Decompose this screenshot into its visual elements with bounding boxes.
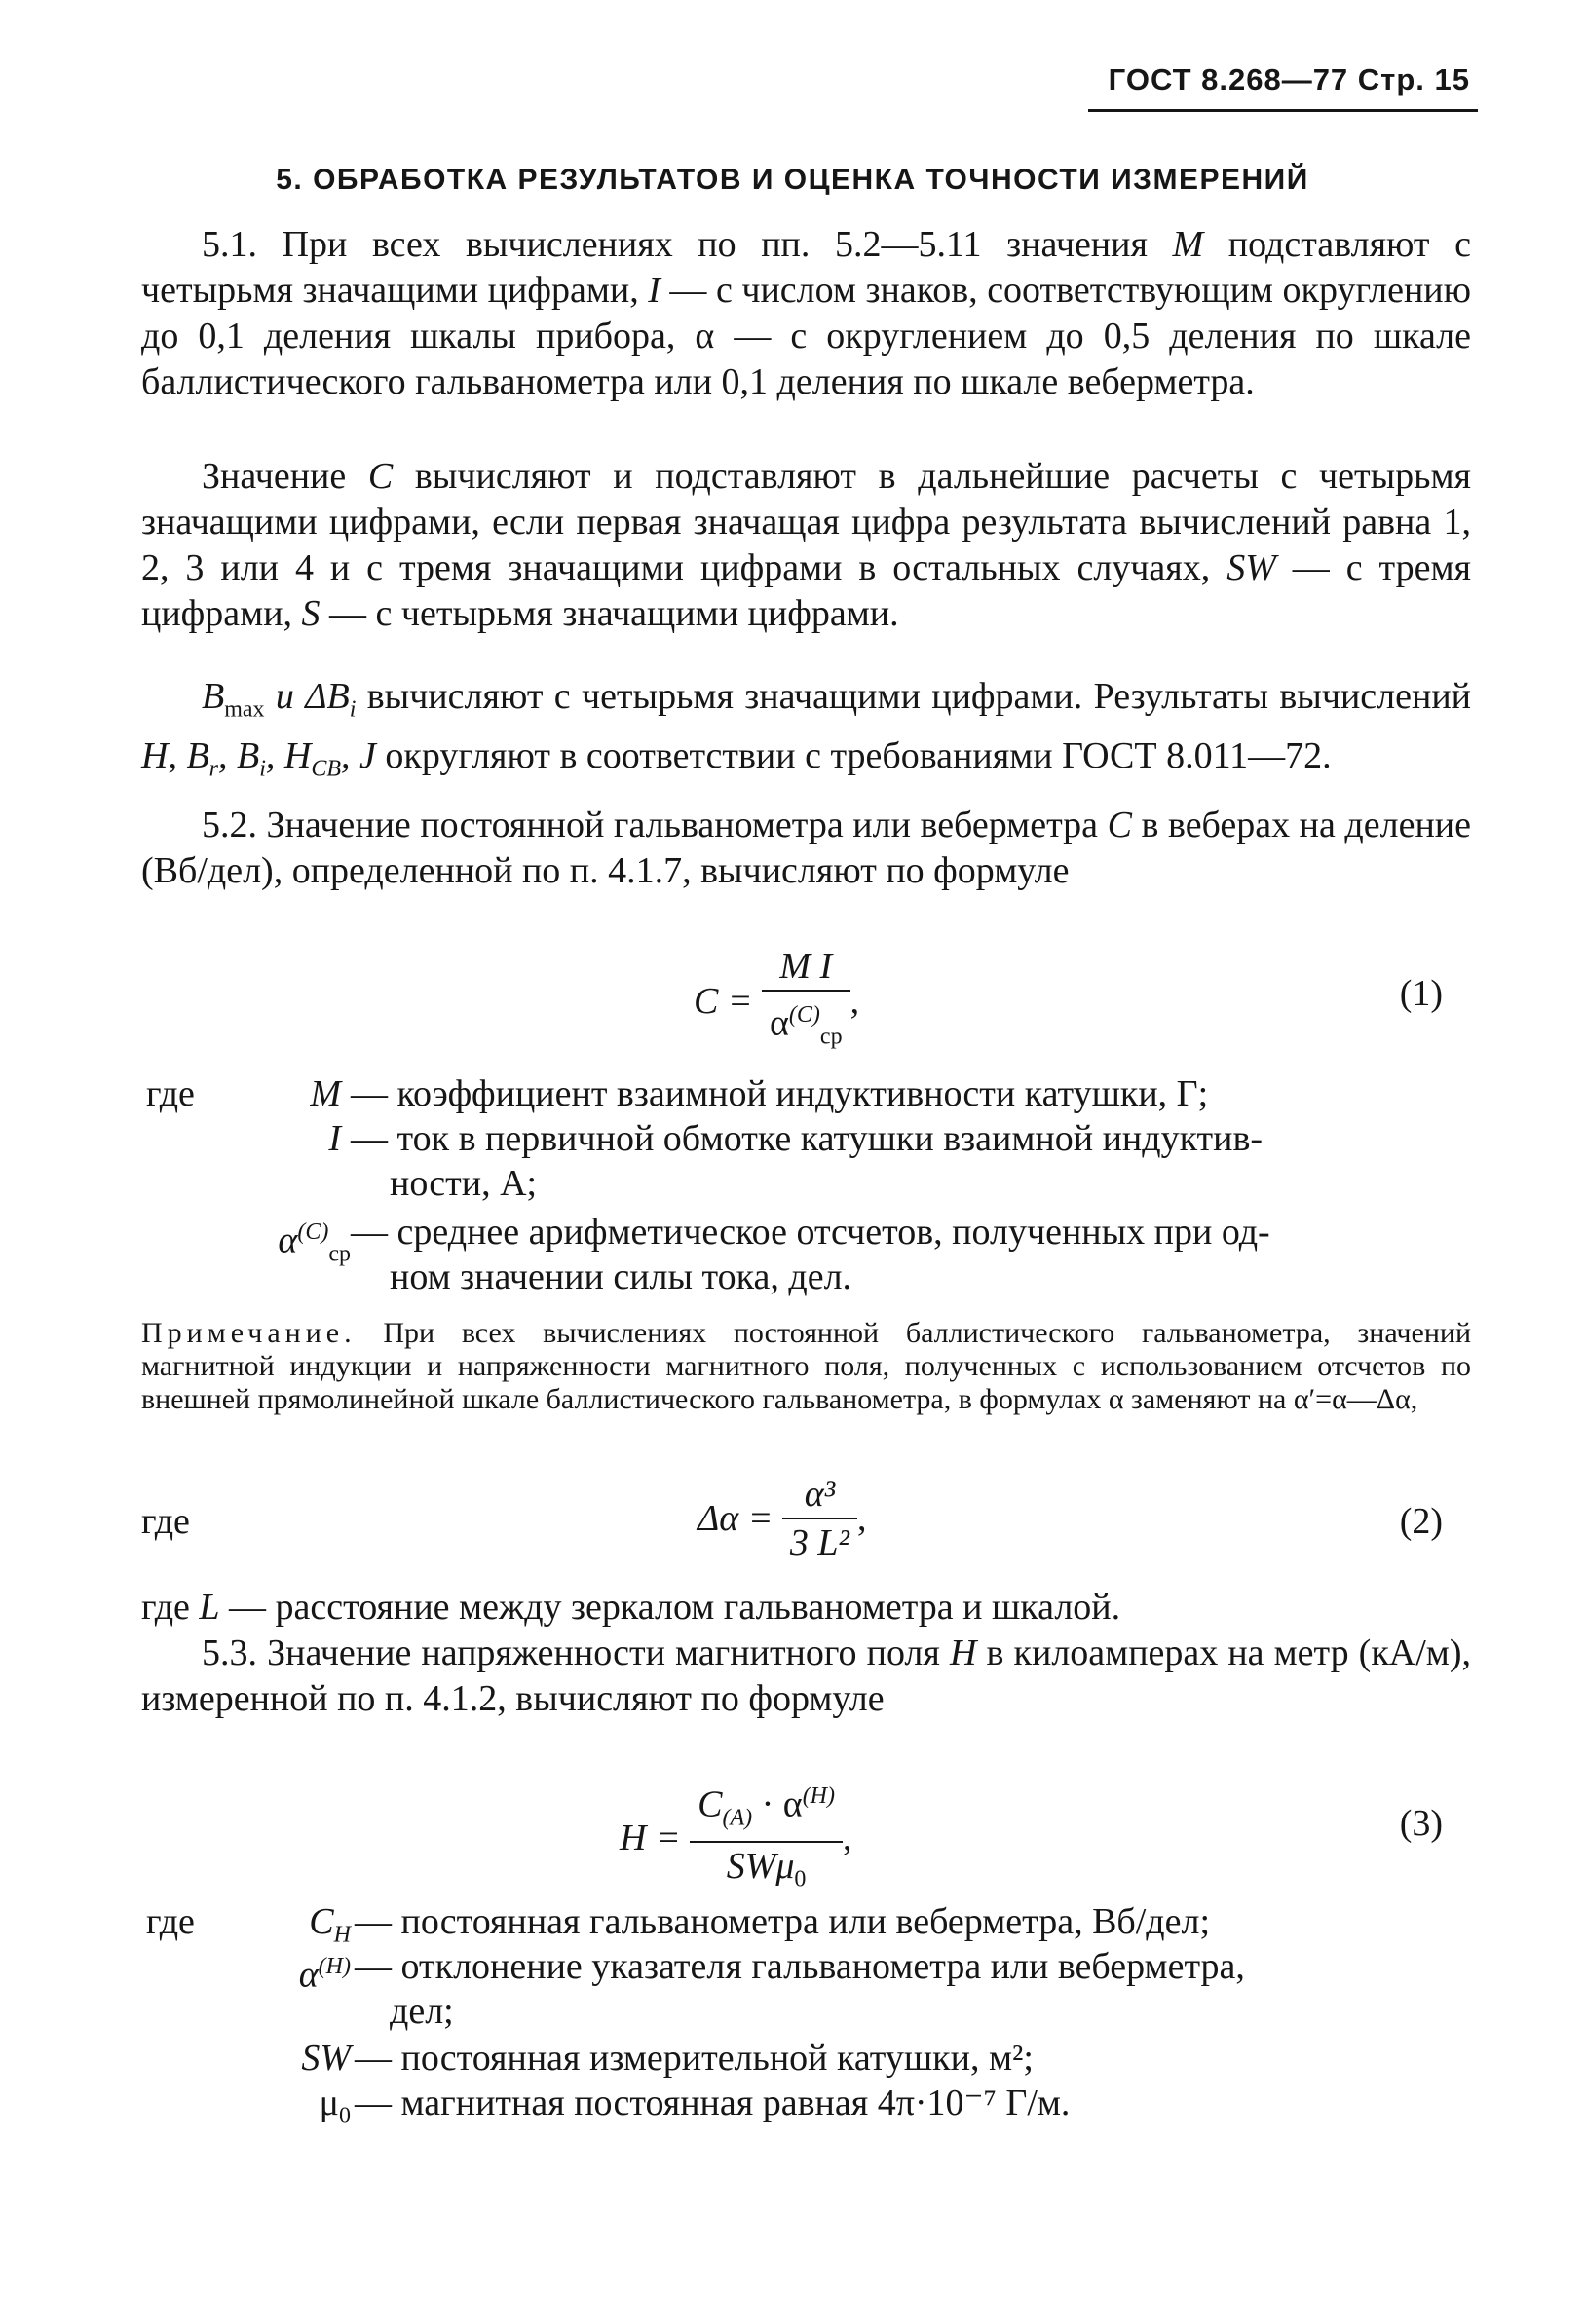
where3-sym-alpha <box>205 1944 351 1998</box>
p5-text-a: 5.3. Значение напряженности магнитного поля <box>202 1632 950 1673</box>
paragraph-value-c <box>141 454 1471 637</box>
p4-rest: в веберах на деление (Вб/дел), определенной по п. 4.1.7, вычисляют по формуле <box>141 805 1471 891</box>
where1-alpha: α <box>278 1219 298 1261</box>
where2-text: — расстояние между зеркалом гальванометра и шкалой. <box>219 1587 1121 1628</box>
eq3-num-C: C <box>698 1783 723 1825</box>
where1-alpha-sub: ср <box>328 1241 351 1267</box>
eq3-num-alpha: · α <box>752 1783 803 1825</box>
paragraph-bmax <box>141 674 1471 792</box>
p1-text-a: 5.1. При всех вычислениях по пп. 5.2—5.11 значения <box>202 224 1173 265</box>
p4-text: 5.2. Значение постоянной гальванометра или веберметра <box>202 805 1108 845</box>
eq1-den-sup: (C) <box>788 1002 820 1028</box>
where1-text-alpha-cont: ном значении силы тока, дел. <box>390 1256 852 1297</box>
symbol-H: H <box>949 1632 977 1673</box>
symbol-H-cb: , H <box>265 734 312 776</box>
paragraph-5-1 <box>141 222 1471 405</box>
eq2-denominator: 3 L² <box>789 1522 849 1563</box>
eq2-lhs: Δα = <box>698 1498 774 1539</box>
symbol-C: C <box>367 456 394 497</box>
eq3-num-alpha-sup: (H) <box>802 1783 836 1809</box>
symbol-C-2: C <box>1107 805 1132 845</box>
symbol-L: L <box>199 1587 220 1628</box>
eq2-lead: где <box>141 1501 190 1542</box>
eq2-number: (2) <box>1399 1501 1443 1542</box>
section-title: 5. ОБРАБОТКА РЕЗУЛЬТАТОВ И ОЦЕНКА ТОЧНОСТИ ИЗМЕРЕНИЙ <box>276 164 1309 196</box>
eq1-denominator: α <box>770 1002 789 1044</box>
sub-i: i <box>349 696 357 723</box>
eq2-numerator: α³ <box>804 1474 836 1515</box>
p1-text-b: подставляют с четырьмя значащими цифрами, <box>141 224 1471 311</box>
sub-i-2: i <box>259 756 266 782</box>
p2-text-a: Значение <box>202 456 368 497</box>
where3-mu-sub: 0 <box>339 2103 351 2129</box>
symbol-SW: SW <box>1226 547 1276 588</box>
where3-alpha-sup: (H) <box>318 1954 351 1979</box>
symbol-J: , J <box>341 734 376 776</box>
eq1-comma: , <box>849 981 860 1023</box>
symbol-delta-B: и ΔB <box>264 676 350 717</box>
where-list-1 <box>146 1071 1471 1305</box>
eq2-fraction <box>782 1471 857 1566</box>
where3-sym-mu <box>205 2080 351 2139</box>
where3-text-alpha: — отклонение указателя гальванометра или веберметра, <box>355 1946 1245 1987</box>
eq3-den-sub: 0 <box>794 1866 807 1893</box>
eq3-num-C-sub: (A) <box>722 1805 753 1831</box>
where-L <box>141 1585 1471 1631</box>
eq3-comma: , <box>843 1817 852 1858</box>
where1-text-M: — коэффициент взаимной индуктивности катушки, Г; <box>351 1073 1209 1114</box>
where3-text-SW: — постоянная измерительной катушки, м²; <box>355 2038 1034 2079</box>
note-text: При всех вычислениях постоянной баллистического гальванометра, значений магнитной индукции и напряженности магнитного поля, полученных с использованием отсчетов по внешней прямолинейной шкале баллистического гальванометра, в формулах α заменяют на α′=α—Δα, <box>141 1317 1471 1415</box>
p2-text-d: — с четырьмя значащими цифрами. <box>320 593 899 634</box>
where1-text-I: — ток в первичной обмотке катушки взаимной индуктив- <box>351 1118 1264 1159</box>
where3-mu: μ <box>319 2082 339 2123</box>
symbol-M: M <box>1172 224 1204 265</box>
where1-sym-I: I <box>328 1118 341 1159</box>
where1-text-I-cont: ности, А; <box>390 1163 538 1204</box>
p2-text-b: вычисляют и подставляют в дальнейшие расчеты с четырьмя значащими цифрами, если первая значащая цифра результата вычислений равна 1, 2, 3 или 4 и с тремя значащими цифрами в остальных случаях, <box>141 456 1471 588</box>
where3-text-alpha-cont: дел; <box>390 1991 454 2032</box>
symbol-B-i: , B <box>218 734 260 776</box>
where3-text-CH: — постоянная гальванометра или веберметра, Вб/дел; <box>355 1901 1211 1942</box>
p5-text-b: в килоамперах на метр (кА/м), измеренной по п. 4.1.2, вычисляют по формуле <box>141 1632 1471 1719</box>
eq1-number: (1) <box>1399 973 1443 1014</box>
sub-max: max <box>224 696 265 723</box>
symbol-I: I <box>648 270 660 311</box>
where2-lead: где <box>141 1587 190 1628</box>
where3-lead: где <box>146 1901 195 1942</box>
where-list-3 <box>146 1899 1471 2143</box>
where1-sym-alpha <box>205 1210 351 1276</box>
sub-r: r <box>208 756 218 782</box>
eq1-lhs: C = <box>694 981 753 1023</box>
where3-sym-SW: SW <box>301 2038 351 2079</box>
where1-lead: где <box>146 1073 195 1114</box>
eq2-comma: , <box>856 1498 867 1539</box>
where1-text-alpha: — среднее арифметическое отсчетов, полученных при од- <box>351 1212 1270 1253</box>
sub-CB: CB <box>311 756 342 782</box>
where3-C: C <box>309 1901 334 1942</box>
p1-text-c: — с числом знаков, соответствующим округлению до 0,1 деления шкалы прибора, α — с округлением до 0,5 деления по шкале баллистического гальванометра или 0,1 деления по шкале веберметра. <box>141 270 1471 402</box>
paragraph-5-3 <box>141 1631 1471 1722</box>
header-rule <box>1088 109 1478 112</box>
p3-text-h: округляют в соответствии с требованиями ГОСТ 8.011—72. <box>375 734 1332 776</box>
eq3-denominator: SWμ <box>726 1846 795 1888</box>
p2-text-c: — с тремя цифрами, <box>141 547 1471 634</box>
note-lead: Примечание. <box>141 1317 357 1349</box>
eq1-den-sub: ср <box>819 1024 843 1050</box>
where1-alpha-sup: (C) <box>297 1219 329 1245</box>
eq3-lhs: H = <box>620 1817 681 1858</box>
running-head: ГОСТ 8.268—77 Стр. 15 <box>1108 62 1470 96</box>
symbols-H-B: H, B <box>141 734 209 776</box>
eq1-fraction <box>762 943 850 1060</box>
where3-text-mu: — магнитная постоянная равная 4π·10⁻⁷ Г/м. <box>355 2082 1071 2123</box>
note-block <box>141 1317 1471 1416</box>
where3-alpha: α <box>298 1954 319 1996</box>
where3-C-sub: H <box>333 1922 351 1948</box>
eq1-numerator: M I <box>779 946 833 987</box>
eq3-fraction <box>690 1773 843 1903</box>
symbol-S: S <box>301 593 321 634</box>
eq3-number: (3) <box>1399 1803 1443 1844</box>
where1-sym-M: M <box>310 1073 341 1114</box>
symbol-B: B <box>202 676 225 717</box>
p3-text-c: вычисляют с четырьмя значащими цифрами. Результаты вычислений <box>356 676 1471 717</box>
paragraph-5-2 <box>141 803 1471 894</box>
